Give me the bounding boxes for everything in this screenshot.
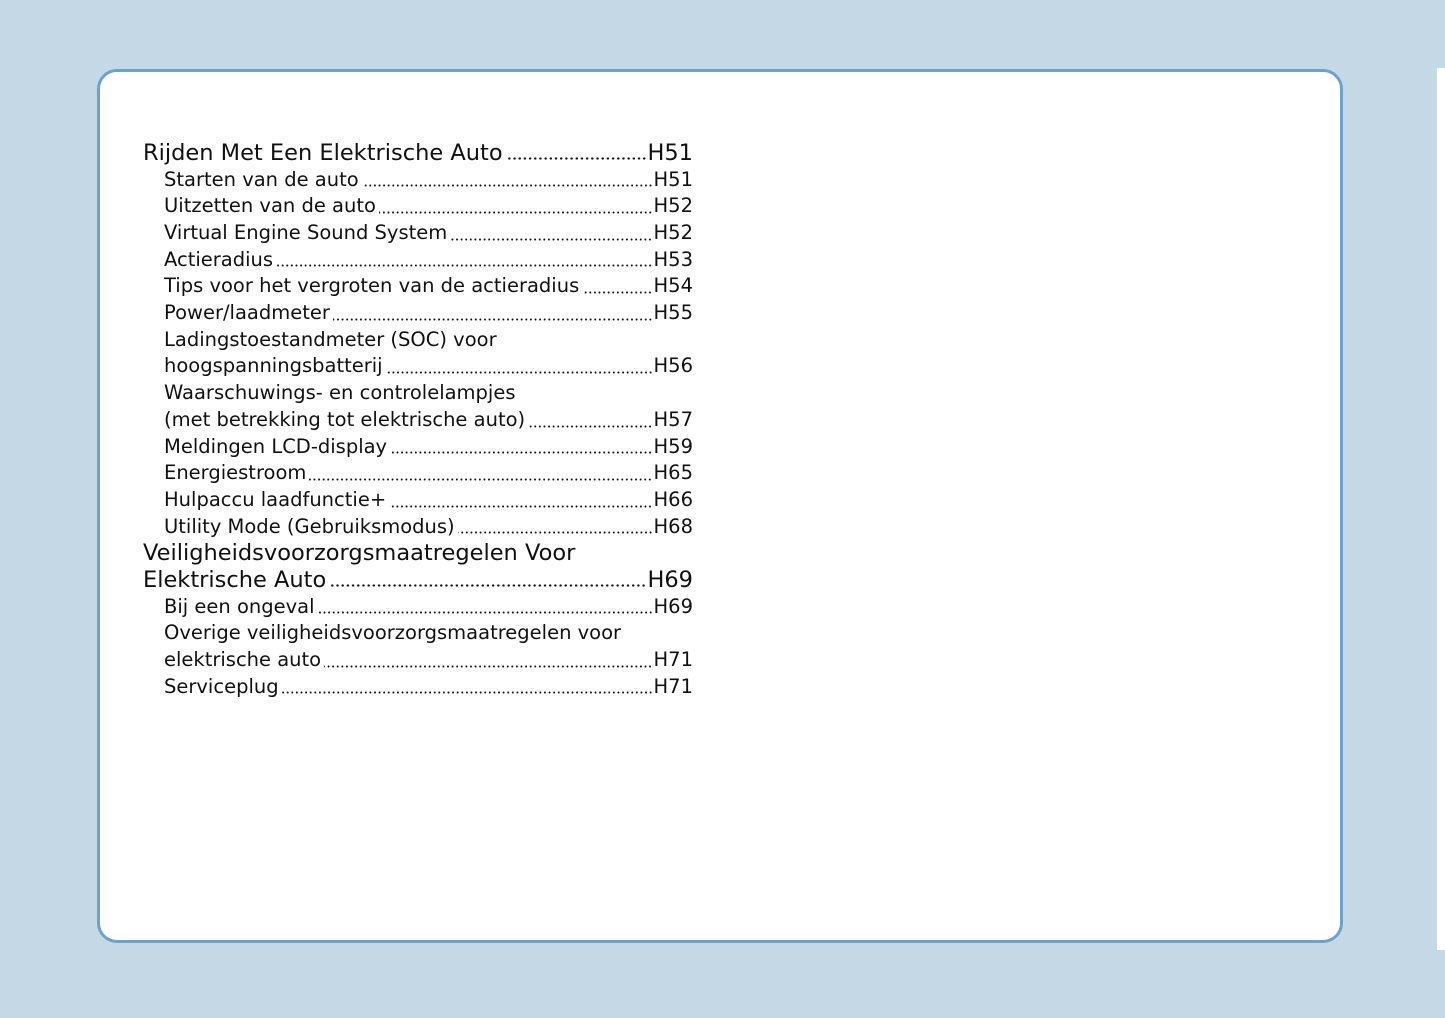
toc-entry-page: H56 [653,354,693,378]
toc-entry-sub[interactable] [143,594,693,621]
toc-entry-page: H53 [653,247,693,271]
toc-entry-sub[interactable] [143,407,693,434]
toc-entry-page: H69 [653,594,693,618]
toc-leader-dots [386,371,653,374]
toc-entry-page: H55 [653,301,693,325]
toc-entry-sub[interactable] [143,514,693,541]
toc-entry-sub[interactable] [143,434,693,461]
toc-entry-sub[interactable] [143,354,693,381]
toc-entry-title: Actieradius [164,247,274,271]
toc-entry-page: H51 [653,167,693,191]
toc-leader-dots [333,318,653,321]
toc-entry-sub[interactable] [143,674,693,701]
toc-leader-dots [324,665,652,668]
toc-entry-title: Veiligheidsvoorzorgsmaatregelen Voor [143,540,576,567]
toc-entry-title: Overige veiligheidsvoorzorgsmaatregelen voor [164,621,622,645]
toc-entry-sub-wrap[interactable] [143,380,693,407]
toc-entry-title: hoogspanningsbatterij [164,354,383,378]
toc-leader-dots [318,611,653,614]
toc-entry-page: H68 [653,514,693,538]
toc-leader-dots [450,238,652,241]
toc-entry-title: Elektrische Auto [143,566,327,593]
toc-entry-main-wrap[interactable] [143,540,693,567]
toc-entry-page: H54 [653,274,693,298]
table-of-contents [143,140,693,700]
toc-leader-dots [282,691,653,694]
toc-leader-dots [276,264,652,267]
toc-entry-sub[interactable] [143,193,693,220]
toc-entry-title: Utility Mode (Gebruiksmodus) [164,514,455,538]
toc-entry-page: H65 [653,461,693,485]
toc-entry-title: (met betrekking tot elektrische auto) [164,407,526,431]
toc-leader-dots [362,184,653,187]
toc-entry-page: H71 [653,648,693,672]
toc-entry-main[interactable] [143,567,693,594]
toc-entry-title: Uitzetten van de auto [164,194,376,218]
toc-entry-page: H52 [653,221,693,245]
toc-leader-dots [528,425,652,428]
toc-entry-sub[interactable] [143,647,693,674]
toc-entry-page: H51 [647,139,693,166]
toc-leader-dots [390,451,652,454]
toc-leader-dots [329,584,646,587]
toc-leader-dots [582,291,652,294]
toc-leader-dots [458,531,653,534]
toc-entry-title: Energiestroom [164,461,307,485]
toc-entry-title: Power/laadmeter [164,301,330,325]
toc-entry-title: Rijden Met Een Elektrische Auto [143,139,503,166]
toc-entry-title: Serviceplug [164,674,279,698]
toc-entry-page: H66 [653,487,693,511]
toc-entry-page: H69 [647,566,693,593]
toc-entry-page: H57 [653,407,693,431]
toc-entry-title: Hulpaccu laadfunctie+ [164,487,387,511]
toc-entry-title: Starten van de auto [164,167,359,191]
toc-entry-sub-wrap[interactable] [143,620,693,647]
toc-entry-title: Tips voor het vergroten van de actieradius [164,274,580,298]
toc-entry-title: elektrische auto [164,648,322,672]
toc-entry-title: Bij een ongeval [164,594,315,618]
toc-leader-dots [389,505,652,508]
next-page-edge [1437,68,1445,950]
toc-entry-page: H59 [653,434,693,458]
toc-entry-sub[interactable] [143,300,693,327]
toc-entry-title: Meldingen LCD-display [164,434,388,458]
toc-entry-sub[interactable] [143,247,693,274]
toc-entry-page: H52 [653,194,693,218]
toc-leader-dots [309,478,652,481]
toc-leader-dots [506,157,647,160]
toc-entry-sub[interactable] [143,487,693,514]
toc-entry-title: Ladingstoestandmeter (SOC) voor [164,327,497,351]
toc-entry-main[interactable] [143,140,693,167]
toc-entry-title: Waarschuwings- en controlelampjes [164,381,516,405]
toc-entry-sub[interactable] [143,167,693,194]
toc-entry-title: Virtual Engine Sound System [164,221,448,245]
toc-entry-sub[interactable] [143,220,693,247]
toc-entry-sub[interactable] [143,460,693,487]
toc-entry-sub[interactable] [143,273,693,300]
toc-leader-dots [379,211,653,214]
toc-entry-sub-wrap[interactable] [143,327,693,354]
toc-entry-page: H71 [653,674,693,698]
